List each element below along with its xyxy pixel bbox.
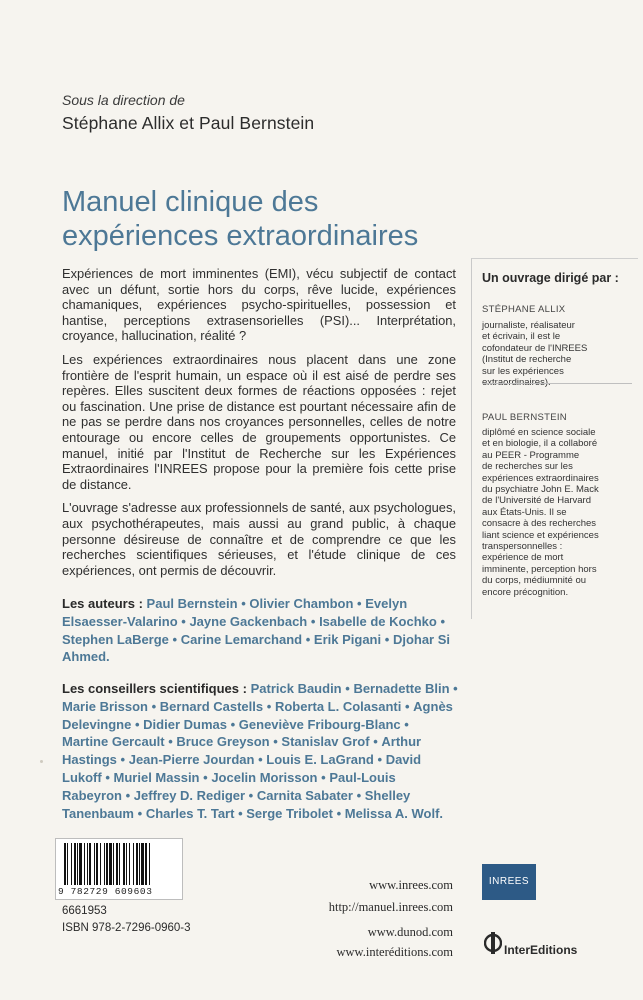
bio-line: extraordinaires). <box>482 377 551 389</box>
barcode-bar <box>126 843 127 885</box>
advisor-name: Paul-Louis Rabeyron <box>62 769 396 803</box>
barcode-bar <box>104 843 105 885</box>
author-name: Erik Pigani <box>313 631 382 647</box>
blurb <box>62 266 456 586</box>
barcode-bar <box>71 843 72 885</box>
advisor-name: Louis E. LaGrand <box>266 752 374 768</box>
editors-sidebar <box>471 258 638 619</box>
barcode-bar <box>129 843 130 885</box>
bio-line: encore précognition. <box>482 586 569 598</box>
advisors-label: Les conseillers scientifiques : <box>62 681 247 696</box>
bio-line: (Institut de recherche <box>482 354 572 366</box>
inrees-logo: INREES <box>482 864 536 900</box>
author-name: Olivier Chambon <box>249 596 354 611</box>
product-code: 6661953 <box>62 905 107 917</box>
bio-line: et en biologie, il a collaboré <box>482 438 598 450</box>
author-name: Isabelle de Kochko <box>319 613 437 629</box>
url-intereditions[interactable]: www.interéditions.com <box>336 945 453 959</box>
bio-line: du psychiatre John E. Mack <box>482 484 599 496</box>
advisor-name: Didier Dumas <box>143 716 227 732</box>
author-name: Evelyn Elsaesser-Valarino <box>62 596 408 629</box>
barcode-bar <box>113 843 114 885</box>
advisor-name: David Lukoff <box>62 752 422 785</box>
advisor-name: Bernadette Blin <box>353 681 450 696</box>
author-name: Carine Lemarchand <box>180 631 303 647</box>
editors-names: Stéphane Allix et Paul Bernstein <box>62 113 315 133</box>
bio-line: au PEER - Programme <box>482 449 580 461</box>
advisor-name: Bernard Castells <box>159 698 264 714</box>
barcode-bar <box>79 843 82 885</box>
barcode-bar <box>87 843 88 885</box>
barcode-bar <box>145 843 147 885</box>
sidebar-bio-allix <box>482 320 632 388</box>
author-name: Jayne Gackenbach <box>189 613 308 629</box>
bio-line: cofondateur de l'INREES <box>482 342 588 354</box>
barcode <box>55 838 183 900</box>
advisor-name: Jocelin Morisson <box>211 769 318 785</box>
advisor-name: Jeffrey D. Rediger <box>133 787 246 803</box>
advisor-name: Agnès Delevingne <box>62 698 453 732</box>
authors-list: Les auteurs : Paul Bernstein • Olivier Chambon • Evelyn Elsaesser-Valarino • Jayne Gackenbach • Isabelle de Kochko • Stephen LaBerge • Carine Lemarchand • Erik Pigani • Djohar Si Ahmed. <box>62 596 451 665</box>
bio-line: expérience de mort <box>482 552 564 564</box>
barcode-digits: 9 782729 609603 <box>58 886 153 897</box>
advisor-name: Carnita Sabater <box>256 787 353 803</box>
barcode-bar <box>89 843 91 885</box>
barcode-bar <box>116 843 118 885</box>
advisor-name: Shelley Tanenbaum <box>62 787 411 821</box>
sidebar-name-bernstein: PAUL BERNSTEIN <box>482 412 567 423</box>
barcode-bar <box>100 843 101 885</box>
sidebar-divider <box>482 383 632 384</box>
barcode-bar <box>77 843 78 885</box>
bio-line: sur les expériences <box>482 365 564 377</box>
url-dunod[interactable]: www.dunod.com <box>367 925 453 939</box>
bio-line: journaliste, réalisateur <box>482 320 575 331</box>
bio-line: diplômé en science sociale <box>482 427 596 438</box>
barcode-bar <box>133 843 134 885</box>
bio-line: de recherches sur les <box>482 461 573 473</box>
paper-speck <box>40 760 43 763</box>
advisor-name: Bruce Greyson <box>176 734 270 750</box>
sidebar-heading: Un ouvrage dirigé par : <box>482 271 619 285</box>
advisors-list: Les conseillers scientifiques : Patrick Baudin • Bernadette Blin • Marie Brisson • Bernard Castells • Roberta L. Colasanti • Agnès Delevingne • Didier Dumas • Geneviève Fribourg-Blanc • Martine Gercault • Bruce Greyson • Stanislav Grof • Arthur Hastings • Jean-Pierre Jourdan • Louis E. LaGrand • David Lukoff • Muriel Massin • Jocelin Morisson • Paul-Louis Rabeyron • Jeffrey D. Rediger • Carnita Sabater • Shelley Tanenbaum • Charles T. Tart • Serge Tribolet • Melissa A. Wolf. <box>62 681 458 821</box>
advisor-name: Stanislav Grof <box>281 734 370 750</box>
blurb-paragraph-2: Les expériences extraordinaires nous placent dans une zone frontière de l'esprit humain, un espace où il est aisé de perdre ses repères. Elles suscitent deux formes de réactions opposées : rejet ou fascination. Une prise de distance est pourtant nécessaire afin de ne pas se perdre dans nos croyances personnelles, celles de notre entourage ou encore celles de groupements opportunistes. Ce manuel, initié par l'Institut de Recherche sur les Expériences Extraordinaires l'INREES propose pour la première fois cette prise de distance. <box>62 351 456 492</box>
advisor-name: Jean-Pierre Jourdan <box>128 752 255 768</box>
barcode-bar <box>119 843 120 885</box>
title-line-1: Manuel clinique des <box>62 186 319 219</box>
intereditions-logo-icon <box>484 930 502 956</box>
advisor-name: Serge Tribolet <box>246 805 333 821</box>
sidebar-bio-bernstein <box>482 427 632 598</box>
blurb-paragraph-1: Expériences de mort imminentes (EMI), vécu subjectif de contact avec un défunt, sortie hors du corps, rêve lucide, expériences chamaniques, expériences psycho-spirituelles, possession et hantise, perceptions extrasensorielles (PSI)... Interprétation, croyance, hallucination, réalité ? <box>62 266 456 344</box>
isbn: ISBN 978-2-7296-0960-3 <box>62 922 191 934</box>
advisor-name: Patrick Baudin <box>250 681 342 696</box>
barcode-bar <box>141 843 144 885</box>
author-name: Stephen LaBerge <box>62 631 169 647</box>
barcode-bar <box>64 843 66 885</box>
barcode-bar <box>67 843 68 885</box>
url-inrees[interactable]: www.inrees.com <box>369 878 453 892</box>
advisor-name: Arthur Hastings <box>62 734 422 768</box>
author-name: Djohar Si Ahmed. <box>62 631 451 665</box>
direction-label: Sous la direction de <box>62 92 185 108</box>
barcode-bar <box>106 843 108 885</box>
advisor-name: Charles T. Tart <box>145 805 235 821</box>
barcode-bar <box>136 843 138 885</box>
url-manuel[interactable]: http://manuel.inrees.com <box>328 900 453 914</box>
advisor-name: Marie Brisson <box>62 698 148 714</box>
bio-line: du corps, médiumnité ou <box>482 575 587 587</box>
barcode-bar <box>123 843 125 885</box>
authors-label: Les auteurs : <box>62 596 143 611</box>
bio-line: expériences extraordinaires <box>482 472 599 484</box>
bio-line: imminente, perception hors <box>482 563 597 575</box>
bio-line: liant science et expériences <box>482 529 599 541</box>
book-title <box>62 185 418 253</box>
barcode-bar <box>94 843 95 885</box>
bio-line: et écrivain, il est le <box>482 331 561 343</box>
barcode-bar <box>74 843 76 885</box>
advisor-name: Muriel Massin <box>113 769 200 785</box>
barcode-bars <box>62 843 176 885</box>
barcode-bar <box>96 843 98 885</box>
advisor-name: Geneviève Fribourg-Blanc <box>238 716 401 732</box>
bio-line: transpersonnelles : <box>482 541 563 553</box>
sidebar-name-allix: STÉPHANE ALLIX <box>482 304 566 315</box>
bio-line: consacre à des recherches <box>482 518 597 530</box>
bio-line: de l'Université de Harvard <box>482 495 591 507</box>
author-name: Paul Bernstein <box>146 596 238 611</box>
barcode-bar <box>139 843 140 885</box>
intereditions-logo: InterEditions <box>504 943 578 957</box>
barcode-bar <box>109 843 112 885</box>
barcode-bar <box>149 843 150 885</box>
barcode-bar <box>84 843 85 885</box>
bio-line: aux États-Unis. Il se <box>482 506 567 518</box>
advisor-name: Melissa A. Wolf. <box>344 805 444 821</box>
title-line-2: expériences extraordinaires <box>62 220 419 253</box>
advisor-name: Martine Gercault <box>62 734 165 750</box>
advisor-name: Roberta L. Colasanti <box>274 698 402 714</box>
blurb-paragraph-3: L'ouvrage s'adresse aux professionnels de santé, aux psychologues, aux psychothérapeutes, mais aussi au grand public, à chaque personne désireuse de connaître et de comprendre ce que les recherches scientifiques sérieuses, et l'étude clinique de ces expériences, ont permis de découvrir. <box>62 500 456 578</box>
